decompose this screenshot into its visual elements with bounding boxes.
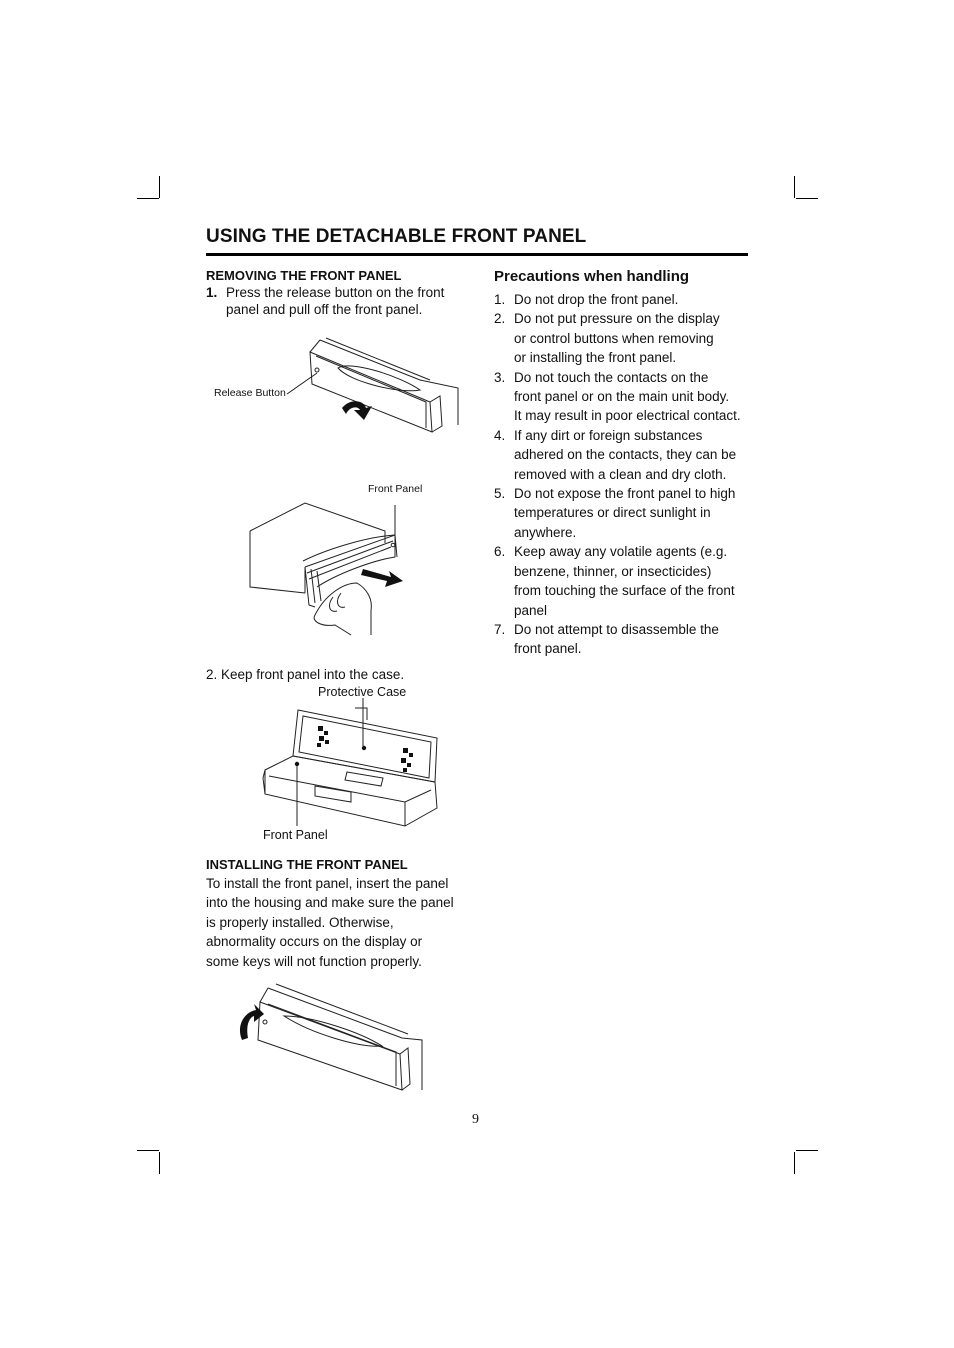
text-line: is properly installed. Otherwise, xyxy=(206,914,394,930)
item-line: from touching the surface of the front xyxy=(514,583,735,599)
front-panel-case-label: Front Panel xyxy=(263,828,328,842)
list-item xyxy=(494,426,741,484)
text-line: into the housing and make sure the panel xyxy=(206,895,454,911)
item-line: or installing the front panel. xyxy=(514,350,677,366)
item-line: removed with a clean and dry cloth. xyxy=(514,466,727,482)
list-item xyxy=(494,484,741,542)
step-line: Press the release button on the front xyxy=(226,285,445,300)
item-number: 7. xyxy=(494,621,506,637)
list-item xyxy=(494,542,741,620)
item-line: Do not touch the contacts on the xyxy=(514,369,709,385)
item-line: front panel. xyxy=(514,641,582,657)
step-number: 1. xyxy=(206,285,218,300)
crop-mark xyxy=(794,176,795,198)
crop-mark xyxy=(137,198,159,199)
item-line: Do not attempt to disassemble the xyxy=(514,621,719,637)
item-number: 1. xyxy=(494,292,506,307)
item-line: Keep away any volatile agents (e.g. xyxy=(514,544,728,560)
item-line: panel xyxy=(514,602,548,618)
install-panel-illustration xyxy=(232,982,432,1094)
title-rule xyxy=(206,253,748,256)
item-line: Do not drop the front panel. xyxy=(514,292,679,307)
crop-mark xyxy=(137,1150,159,1151)
label-leader-line xyxy=(286,370,322,396)
item-line: Do not expose the front panel to high xyxy=(514,486,736,502)
text-line: abnormality occurs on the display or xyxy=(206,934,423,950)
text-line: To install the front panel, insert the panel xyxy=(206,876,449,891)
list-item xyxy=(494,309,741,367)
item-line: It may result in poor electrical contact. xyxy=(514,408,741,424)
item-number: 5. xyxy=(494,486,506,502)
crop-mark xyxy=(159,176,160,198)
crop-mark xyxy=(796,1150,818,1151)
list-item xyxy=(494,620,741,659)
removing-heading: REMOVING THE FRONT PANEL xyxy=(206,268,402,283)
precautions-heading: Precautions when handling xyxy=(494,268,690,285)
page-number: 9 xyxy=(472,1112,479,1127)
protective-case-illustration xyxy=(255,698,445,833)
installing-text xyxy=(206,874,454,971)
list-item xyxy=(494,290,741,309)
precautions-list xyxy=(494,290,741,659)
protective-case-label: Protective Case xyxy=(318,685,407,699)
text-line: some keys will not function properly. xyxy=(206,953,422,969)
item-line: anywhere. xyxy=(514,524,577,540)
installing-heading: INSTALLING THE FRONT PANEL xyxy=(206,857,408,872)
release-button-label: Release Button xyxy=(214,387,286,399)
item-number: 2. xyxy=(494,311,506,327)
page-title: USING THE DETACHABLE FRONT PANEL xyxy=(206,226,587,247)
item-line: If any dirt or foreign substances xyxy=(514,427,703,443)
item-line: Do not put pressure on the display xyxy=(514,311,720,327)
list-item xyxy=(494,368,741,426)
crop-mark xyxy=(159,1152,160,1174)
crop-mark xyxy=(796,198,818,199)
item-line: front panel or on the main unit body. xyxy=(514,389,730,405)
item-line: or control buttons when removing xyxy=(514,330,714,346)
item-number: 6. xyxy=(494,544,506,560)
front-panel-label: Front Panel xyxy=(368,483,423,495)
item-line: temperatures or direct sunlight in xyxy=(514,505,711,521)
item-line: benzene, thinner, or insecticides) xyxy=(514,563,712,579)
step-line: panel and pull off the front panel. xyxy=(226,301,423,317)
removing-step-2: 2. Keep front panel into the case. xyxy=(206,667,405,682)
pull-off-panel-illustration xyxy=(245,495,415,640)
item-number: 3. xyxy=(494,369,506,385)
crop-mark xyxy=(794,1152,795,1174)
item-number: 4. xyxy=(494,427,506,443)
item-line: adhered on the contacts, they can be xyxy=(514,447,737,463)
